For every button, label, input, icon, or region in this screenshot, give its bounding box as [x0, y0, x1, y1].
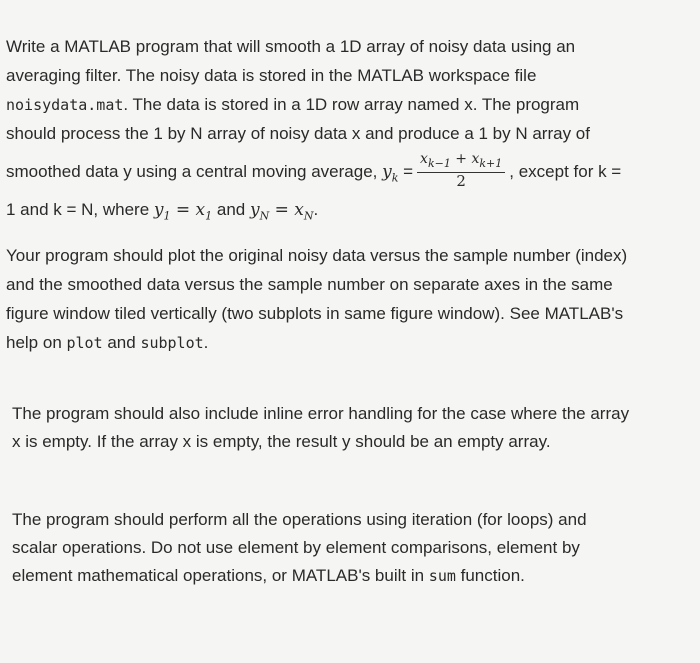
- paragraph-task: [6, 32, 696, 224]
- math-var: y: [382, 162, 392, 182]
- paragraph-plotting: [6, 241, 696, 358]
- formula-line: [6, 148, 696, 195]
- text-line: figure window tiled vertically (two subplots in same figure window). See MATLAB's: [6, 304, 624, 323]
- paragraph-constraints: [12, 506, 700, 590]
- text-line: [6, 90, 696, 119]
- math-subscript: N: [303, 209, 314, 223]
- math-subscript: 1: [163, 209, 171, 223]
- text-segment: .: [313, 200, 319, 219]
- boundary-condition-1: [153, 200, 213, 223]
- text-line: Write a MATLAB program that will smooth a 1D array of noisy data using an: [6, 37, 576, 56]
- math-plus-var: + x: [450, 151, 480, 168]
- text-line: averaging filter. The noisy data is stored in the MATLAB workspace file: [6, 66, 537, 85]
- text-segment: function.: [455, 566, 525, 585]
- math-subscript: k−1: [427, 156, 451, 170]
- formula-lhs: [382, 162, 399, 185]
- text-line: The program should also include inline error handling for the case where the array: [12, 404, 630, 423]
- text-line: The program should perform all the operations using iteration (for loops) and: [12, 510, 587, 529]
- code-sum: sum: [428, 567, 456, 585]
- math-equals: =: [398, 162, 414, 181]
- text-line: and the smoothed data versus the sample number on separate axes in the same: [6, 275, 613, 294]
- text-segment: , except for k =: [509, 162, 622, 181]
- math-subscript: k: [391, 171, 399, 185]
- math-var: x: [420, 151, 428, 168]
- text-segment: .: [203, 333, 209, 352]
- text-segment: help on: [6, 333, 67, 352]
- fraction-numerator: [417, 151, 505, 173]
- math-equals: = x: [269, 200, 304, 220]
- moving-average-fraction: [417, 151, 505, 190]
- math-equals: = x: [170, 200, 206, 220]
- text-segment: 1 and k = N, where: [6, 200, 154, 219]
- math-var: y: [153, 200, 164, 220]
- text-line: Your program should plot the original noisy data versus the sample number (index): [6, 246, 628, 265]
- math-subscript: k+1: [479, 156, 503, 170]
- text-line: should process the 1 by N array of noisy data x and produce a 1 by N array of: [6, 124, 590, 143]
- text-segment: . The data is stored in a 1D row array named x. The program: [123, 95, 580, 114]
- text-line: scalar operations. Do not use element by element comparisons, element by: [12, 538, 580, 557]
- paragraph-error-handling: [12, 400, 700, 456]
- math-subscript: 1: [205, 209, 213, 223]
- math-subscript: N: [259, 209, 270, 223]
- boundary-condition-2: [249, 200, 314, 223]
- text-segment: and: [102, 333, 141, 352]
- math-var: y: [249, 200, 260, 220]
- text-line: [6, 195, 696, 224]
- code-plot: plot: [66, 334, 103, 352]
- text-line: [6, 328, 696, 358]
- text-segment: element mathematical operations, or MATLAB's built in: [12, 566, 429, 585]
- code-filename: noisydata.mat: [6, 96, 124, 114]
- text-line: [12, 562, 700, 590]
- code-subplot: subplot: [140, 334, 204, 352]
- text-line: x is empty. If the array x is empty, the result y should be an empty array.: [12, 432, 551, 451]
- text-segment: smoothed data y using a central moving average,: [6, 162, 383, 181]
- text-segment: and: [212, 200, 250, 219]
- fraction-denominator: 2: [456, 171, 466, 190]
